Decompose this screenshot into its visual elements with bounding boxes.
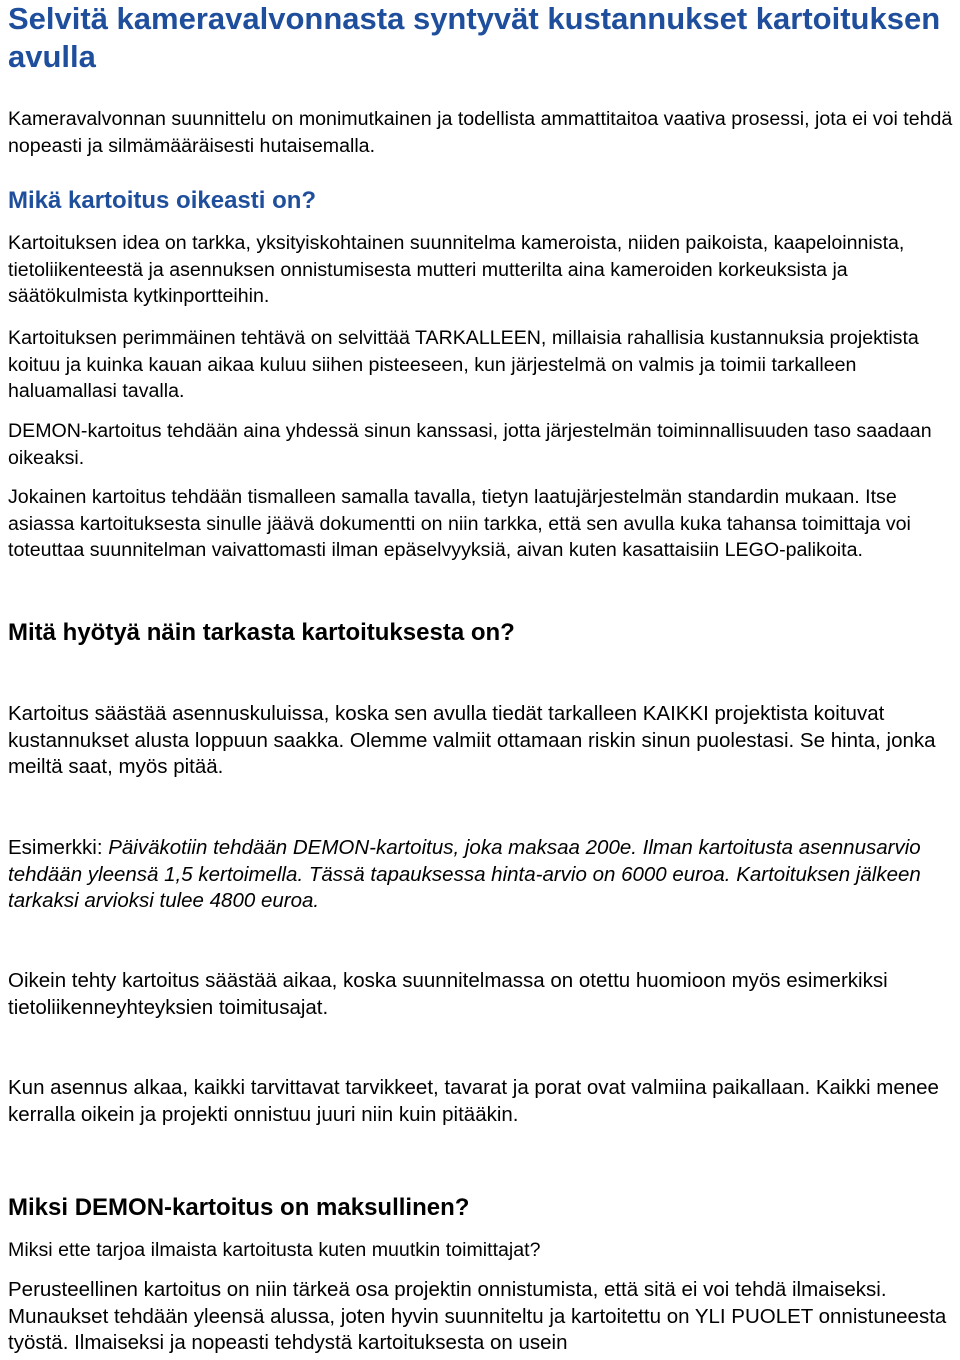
paragraph: Kartoituksen idea on tarkka, yksityiskohtainen suunnitelma kameroista, niiden paikoista, kaapeloinnista, tietoliikenteestä ja asennuksen onnistumisesta mutteri mutterilta aina kameroiden korkeuksista ja säätökulmista kytkinportteihin. — [8, 232, 905, 308]
paragraph: Oikein tehty kartoitus säästää aikaa, koska suunnitelmassa on otettu huomioon myös esimerkiksi tietoliikenneyhteyksien toimitusajat. — [8, 969, 888, 1019]
paragraph: Kartoituksen perimmäinen tehtävä on selvittää TARKALLEEN, millaisia rahallisia kustannuksia projektista koituu ja kuinka kauan aikaa kuluu siihen pisteeseen, kun järjestelmä on valmis ja toimii tarkalleen haluamallasi tavalla. — [8, 327, 919, 403]
section-heading-benefits: Mitä hyötyä näin tarkasta kartoituksesta on? — [8, 619, 515, 646]
paragraph: Perusteellinen kartoitus on niin tärkeä osa projektin onnistumista, että sitä ei voi tehdä ilmaiseksi. Munaukset tehdään yleensä alussa, joten hyvin suunniteltu ja kartoitettu on YLI PUOLET onnistuneesta työstä. Ilmaiseksi ja nopeasti tehdystä kartoituksesta on usein — [8, 1278, 947, 1355]
page-title: Selvitä kameravalvonnasta syntyvät kustannukset kartoituksen avulla — [8, 1, 941, 74]
example-paragraph — [8, 835, 958, 915]
paragraph: Jokainen kartoitus tehdään tismalleen samalla tavalla, tietyn laatujärjestelmän standardin mukaan. Itse asiassa kartoituksesta sinulle jäävä dokumentti on niin tarkka, että sen avulla kuka tahansa toimittaja voi toteuttaa suunnitelman vaivattomasti ilman epäselvyyksiä, aivan kuten kasattaisiin LEGO-palikoita. — [8, 486, 911, 562]
section-heading-why-paid: Miksi DEMON-kartoitus on maksullinen? — [8, 1194, 470, 1221]
paragraph: Kartoitus säästää asennuskuluissa, koska sen avulla tiedät tarkalleen KAIKKI projektista koituvat kustannukset alusta loppuun saakka. Olemme valmiit ottamaan riskin sinun puolestasi. Se hinta, jonka meiltä saat, myös pitää. — [8, 702, 936, 779]
example-label: Esimerkki: — [8, 836, 109, 859]
intro-paragraph: Kameravalvonnan suunnittelu on monimutkainen ja todellista ammattitaitoa vaativa prosessi, jota ei voi tehdä nopeasti ja silmämääräisesti hutaisemalla. — [8, 108, 953, 157]
question-paragraph: Miksi ette tarjoa ilmaista kartoitusta kuten muutkin toimittajat? — [8, 1239, 541, 1261]
example-text: Päiväkotiin tehdään DEMON-kartoitus, joka maksaa 200e. Ilman kartoitusta asennusarvio tehdään yleensä 1,5 kertoimella. Tässä tapauksessa hinta-arvio on 6000 euroa. Kartoituksen jälkeen tarkaksi arvioksi tulee 4800 euroa. — [8, 836, 921, 913]
paragraph: Kun asennus alkaa, kaikki tarvittavat tarvikkeet, tavarat ja porat ovat valmiina paikallaan. Kaikki menee kerralla oikein ja projekti onnistuu juuri niin kuin pitääkin. — [8, 1076, 939, 1126]
section-heading-what-is-survey: Mikä kartoitus oikeasti on? — [8, 187, 317, 214]
paragraph: DEMON-kartoitus tehdään aina yhdessä sinun kanssasi, jotta järjestelmän toiminnallisuuden taso saadaan oikeaksi. — [8, 420, 932, 469]
